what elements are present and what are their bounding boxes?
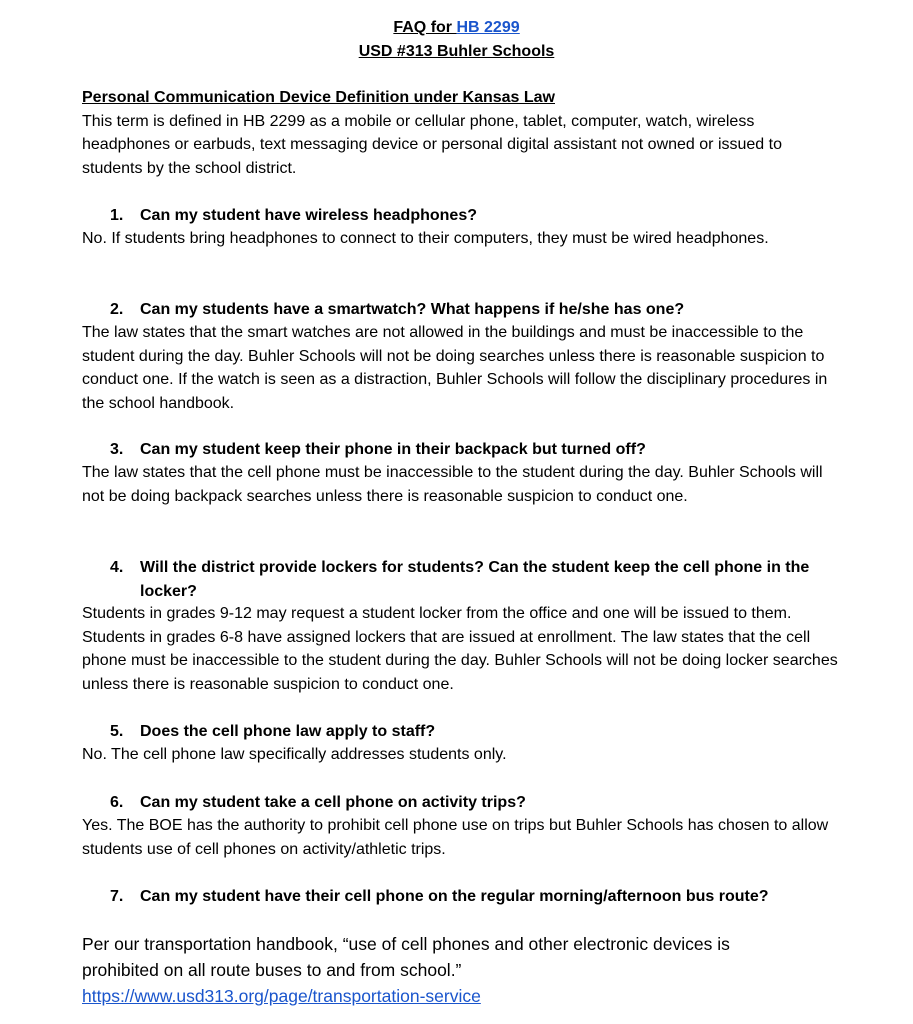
faq-answer-2: The law states that the smart watches are not allowed in the buildings and must be inaccessible to the student during the day. Buhler Schools will not be doing searches unless there is reasonable suspicion to conduct one. If the watch is seen as a distraction, Buhler Schools will follow the disciplinary procedures in the school handbook. <box>82 324 828 412</box>
question-text: Can my student have their cell phone on the regular morning/afternoon bus route? <box>140 888 769 905</box>
transportation-service-link[interactable]: https://www.usd313.org/page/transportation-service <box>82 986 481 1006</box>
district-title: USD #313 Buhler Schools <box>358 43 555 60</box>
question-text: Can my student keep their phone in their backpack but turned off? <box>140 441 646 458</box>
question-number: 6. <box>110 794 124 811</box>
faq-question-1 <box>110 204 845 228</box>
faq-prefix: FAQ for <box>393 19 457 36</box>
definition-heading: Personal Communication Device Definition under Kansas Law <box>82 89 555 106</box>
question-text: Will the district provide lockers for students? Can the student keep the cell phone in the locker? <box>140 559 810 600</box>
faq-question-2 <box>110 298 845 322</box>
question-number: 1. <box>110 207 124 224</box>
faq-answer-3: The law states that the cell phone must be inaccessible to the student during the day. Buhler Schools will not be doing backpack searches unless there is reasonable suspicion to conduct one. <box>82 464 823 505</box>
faq-question-6 <box>110 791 845 815</box>
hb-2299-link[interactable]: HB 2299 <box>456 19 520 36</box>
faq-answer-6: Yes. The BOE has the authority to prohibit cell phone use on trips but Buhler Schools has chosen to allow students use of cell phones on activity/athletic trips. <box>82 817 829 858</box>
faq-answer-5: No. The cell phone law specifically addresses students only. <box>82 746 507 763</box>
definition-body: This term is defined in HB 2299 as a mobile or cellular phone, tablet, computer, watch, wireless headphones or earbuds, text messaging device or personal digital assistant not owned or issued to students by the school district. <box>82 112 782 177</box>
answer-text: Per our transportation handbook, “use of cell phones and other electronic devices is prohibited on all route buses to and from school.” <box>82 934 730 980</box>
faq-answer-4: Students in grades 9-12 may request a student locker from the office and one will be issued to them. Students in grades 6-8 have assigned lockers that are issued at enrollment. The law states that the cell phone must be inaccessible to the student during the day. Buhler Schools will not be doing locker searches unless there is reasonable suspicion to conduct one. <box>82 605 838 693</box>
faq-question-3 <box>110 438 845 462</box>
faq-question-7 <box>110 885 800 909</box>
question-number: 3. <box>110 441 124 458</box>
document-title <box>0 16 913 40</box>
question-number: 7. <box>110 888 124 905</box>
question-text: Does the cell phone law apply to staff? <box>140 723 436 740</box>
faq-question-5 <box>110 720 845 744</box>
faq-answer-1: No. If students bring headphones to connect to their computers, they must be wired headphones. <box>82 230 769 247</box>
question-text: Can my students have a smartwatch? What happens if he/she has one? <box>140 301 685 318</box>
faq-question-4 <box>110 556 845 603</box>
question-number: 2. <box>110 301 124 318</box>
definition-section <box>82 86 842 180</box>
question-number: 4. <box>110 559 124 576</box>
question-text: Can my student have wireless headphones? <box>140 207 477 224</box>
question-number: 5. <box>110 723 124 740</box>
question-text: Can my student take a cell phone on activity trips? <box>140 794 526 811</box>
faq-answer-7 <box>82 931 802 1009</box>
